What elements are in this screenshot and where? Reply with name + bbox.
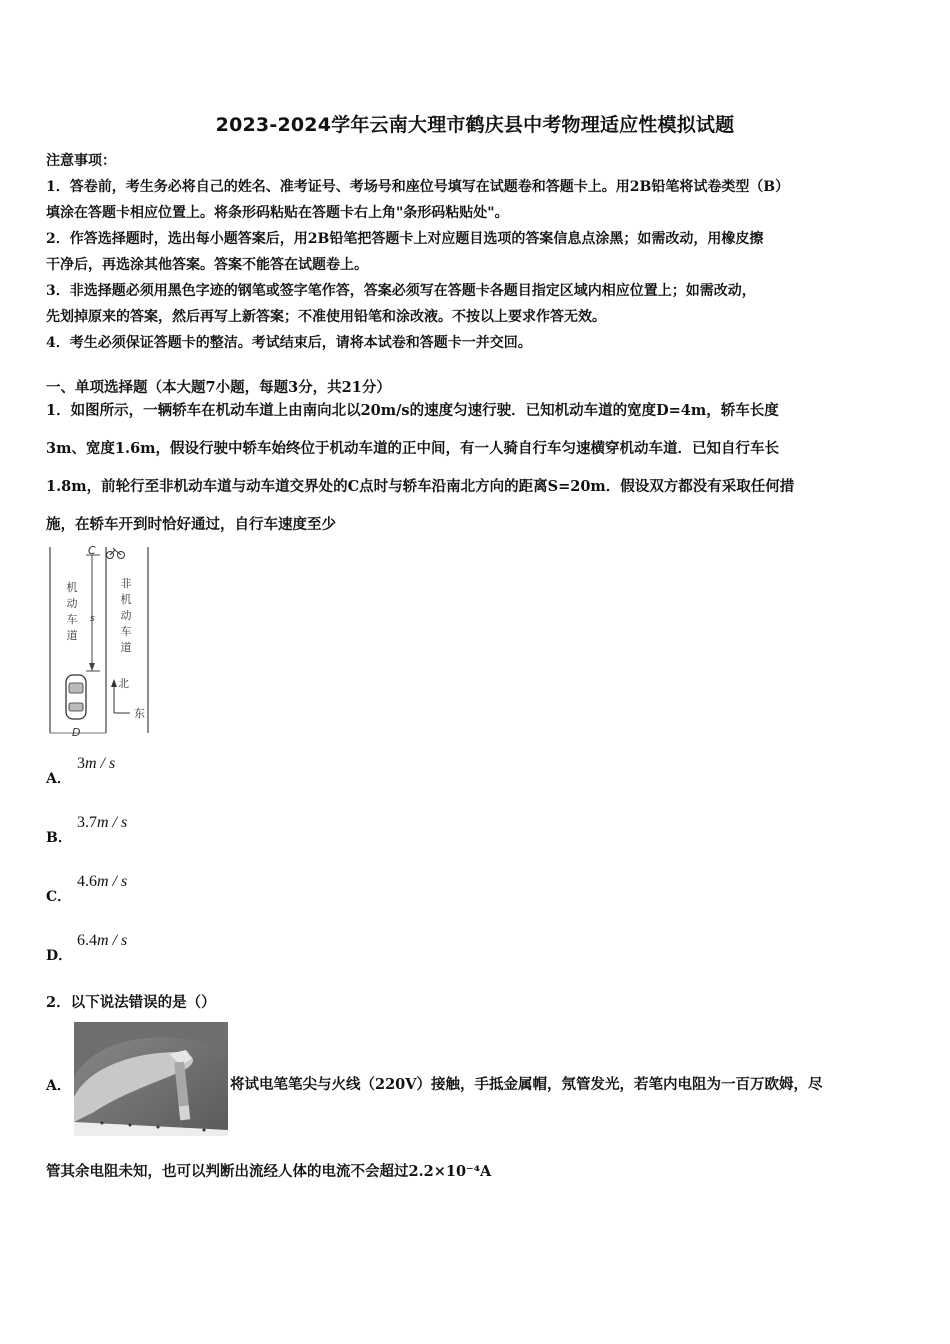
svg-text:车: 车 — [120, 625, 132, 638]
test-pen-photo — [74, 1022, 228, 1136]
notice-line: 先划掉原来的答案，然后再写上新答案；不准使用铅笔和涂改液。不按以上要求作答无效。 — [46, 309, 606, 325]
label-c: C — [88, 544, 96, 557]
lane-left-label — [67, 580, 78, 642]
label-north: 北 — [118, 677, 129, 690]
option-b-letter: B． — [46, 830, 72, 846]
label-d: D — [72, 726, 81, 739]
option-c-letter: C． — [46, 889, 72, 905]
notice-line: 填涂在答题卡相应位置上。将条形码粘贴在答题卡右上角"条形码粘贴处"。 — [46, 205, 509, 221]
svg-text:动: 动 — [120, 609, 132, 622]
question-line: 施，在轿车开到时恰好通过，自行车速度至少 — [46, 516, 336, 533]
option-d-value: 6.4m / s — [77, 932, 128, 949]
notice-line: 干净后，再选涂其他答案。答案不能答在试题卷上。 — [46, 257, 368, 273]
svg-text:车: 车 — [66, 613, 78, 626]
question-line: 3m、宽度1.6m，假设行驶中轿车始终位于机动车道的正中间，有一人骑自行车匀速横穿机动车道．已知自行车长 — [46, 440, 779, 457]
notice-block — [46, 148, 908, 356]
q2-option-a-letter: A． — [46, 1078, 71, 1094]
label-s: s — [90, 614, 95, 624]
road-diagram — [44, 543, 156, 741]
svg-text:机: 机 — [120, 593, 132, 606]
svg-text:机: 机 — [66, 581, 78, 594]
section-heading: 一、单项选择题（本大题7小题，每题3分，共21分） — [46, 379, 391, 396]
option-b-value: 3.7m / s — [77, 814, 128, 831]
notice-line: 3．非选择题必须用黑色字迹的钢笔或签字笔作答，答案必须写在答题卡各题目指定区域内相应位置上；如需改动， — [46, 283, 756, 299]
notice-line: 2．作答选择题时，选出每小题答案后，用2B铅笔把答题卡上对应题目选项的答案信息点涂黑；如需改动，用橡皮擦 — [46, 231, 764, 247]
document-title: 2023-2024学年云南大理市鹤庆县中考物理适应性模拟试题 — [215, 114, 735, 136]
option-d-letter: D． — [46, 948, 73, 964]
question-1-stem — [46, 392, 908, 544]
notice-heading: 注意事项： — [46, 153, 116, 169]
notice-line: 1．答卷前，考生务必将自己的姓名、准考证号、考场号和座位号填写在试题卷和答题卡上。用2B铅笔将试卷类型（B） — [46, 179, 790, 195]
bicycle-icon — [107, 548, 125, 559]
option-c-value: 4.6m / s — [77, 873, 128, 890]
question-line: 1．如图所示，一辆轿车在机动车道上由南向北以20m/s的速度匀速行驶．已知机动车道的宽度D=4m，轿车长度 — [46, 402, 779, 419]
svg-text:非: 非 — [120, 577, 132, 590]
question-line: 1.8m，前轮行至非机动车道与动车道交界处的C点时与轿车沿南北方向的距离S=20m．假设双方都没有采取任何措 — [46, 478, 795, 495]
car-icon — [66, 675, 86, 719]
q2-option-a-continuation: 管其余电阻未知，也可以判断出流经人体的电流不会超过2.2×10⁻⁴A — [46, 1163, 492, 1180]
svg-text:道: 道 — [66, 629, 78, 642]
option-a-letter: A． — [46, 771, 71, 787]
svg-text:动: 动 — [66, 597, 78, 610]
notice-line: 4．考生必须保证答题卡的整洁。考试结束后，请将本试卷和答题卡一并交回。 — [46, 335, 532, 351]
option-a-value: 3m / s — [77, 755, 116, 772]
q2-option-a-text: 将试电笔笔尖与火线（220V）接触，手抵金属帽，氖管发光，若笔内电阻为一百万欧姆，尽 — [230, 1076, 823, 1093]
lane-right-label — [121, 576, 132, 654]
north-arrow-head — [111, 679, 117, 687]
label-east: 东 — [134, 707, 145, 720]
question-2-stem: 2．以下说法错误的是（） — [46, 994, 216, 1011]
svg-text:道: 道 — [120, 641, 132, 654]
